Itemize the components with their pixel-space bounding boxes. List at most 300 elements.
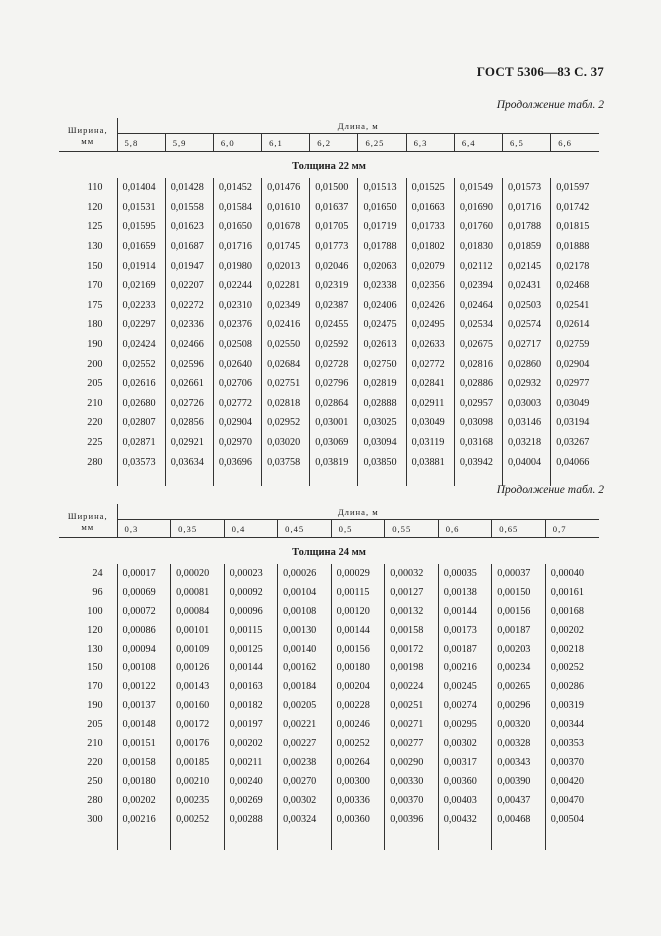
width-cell: 205	[59, 715, 117, 734]
length-value-header: 5,8	[117, 134, 165, 152]
table-row	[59, 178, 599, 198]
value-cell: 0,00158	[385, 621, 439, 640]
value-cell: 0,03098	[454, 413, 502, 433]
value-cell: 0,00172	[385, 640, 439, 659]
width-cell: 170	[59, 276, 117, 296]
page-header: ГОСТ 5306—83 С. 37	[476, 64, 604, 79]
value-cell: 0,01760	[454, 217, 502, 237]
value-cell: 0,00187	[492, 621, 546, 640]
table2	[59, 504, 599, 850]
width-cell: 120	[59, 621, 117, 640]
value-cell: 0,02297	[117, 315, 165, 335]
value-cell: 0,00023	[224, 564, 278, 583]
value-cell: 0,01719	[358, 217, 406, 237]
value-cell: 0,00344	[550, 719, 584, 731]
value-cell: 0,02616	[117, 374, 165, 394]
length-value-header: 6,25	[358, 134, 406, 152]
value-cell: 0,00319	[550, 700, 584, 712]
value-cell: 0,00151	[117, 734, 171, 753]
spacer-cell	[331, 828, 385, 850]
value-cell: 0,00138	[438, 583, 492, 602]
table2-continuation-label: Продолжение табл. 2	[496, 484, 604, 496]
value-cell: 0,02904	[213, 413, 261, 433]
width-cell: 220	[59, 413, 117, 433]
length-value-header: 0,5	[331, 520, 385, 538]
width-cell: 100	[59, 602, 117, 621]
value-cell: 0,00140	[278, 640, 332, 659]
value-cell: 0,01705	[310, 217, 358, 237]
spacer-cell	[59, 828, 117, 850]
value-cell: 0,02455	[310, 315, 358, 335]
table-row	[59, 791, 599, 810]
value-cell: 0,00198	[385, 658, 439, 677]
table-row	[59, 753, 599, 772]
value-cell: 0,02356	[406, 276, 454, 296]
spacer-cell	[492, 828, 546, 850]
value-cell: 0,00330	[385, 772, 439, 791]
value-cell: 0,00084	[171, 602, 225, 621]
length-value-header: 0,65	[492, 520, 546, 538]
length-value-header: 0,4	[224, 520, 278, 538]
width-header-line2: мм	[81, 521, 95, 532]
value-cell: 0,02112	[454, 256, 502, 276]
thickness-row	[59, 152, 599, 179]
length-header: Длина, м	[117, 118, 599, 134]
value-cell: 0,01452	[213, 178, 261, 198]
value-cell: 0,01815	[556, 221, 590, 233]
value-cell: 0,00180	[331, 658, 385, 677]
value-cell: 0,00296	[492, 696, 546, 715]
spacer-cell	[59, 472, 117, 486]
value-cell: 0,02819	[358, 374, 406, 394]
value-cell: 0,00396	[385, 810, 439, 829]
value-cell: 0,00328	[492, 734, 546, 753]
value-cell: 0,03194	[556, 417, 590, 429]
value-cell: 0,03881	[406, 452, 454, 472]
value-cell: 0,01830	[454, 237, 502, 257]
value-cell: 0,00132	[385, 602, 439, 621]
value-cell: 0,01716	[503, 198, 551, 218]
table-row	[59, 256, 599, 276]
value-cell: 0,02904	[556, 358, 590, 370]
value-cell: 0,01687	[165, 237, 213, 257]
width-cell: 24	[59, 564, 117, 583]
value-cell: 0,00168	[550, 605, 584, 617]
value-cell: 0,02816	[454, 354, 502, 374]
value-cell: 0,00144	[224, 658, 278, 677]
value-cell: 0,01773	[310, 237, 358, 257]
table-row	[59, 374, 599, 394]
value-cell: 0,00403	[438, 791, 492, 810]
spacer-cell	[385, 828, 439, 850]
table-bottom-spacer	[59, 828, 599, 850]
value-cell: 0,00216	[438, 658, 492, 677]
value-cell: 0,00218	[550, 643, 584, 655]
value-cell: 0,02424	[117, 335, 165, 355]
value-cell: 0,00150	[492, 583, 546, 602]
value-cell: 0,02464	[454, 296, 502, 316]
value-cell: 0,02841	[406, 374, 454, 394]
width-cell: 125	[59, 217, 117, 237]
spacer-cell	[358, 472, 406, 486]
value-cell: 0,02796	[310, 374, 358, 394]
value-cell: 0,00437	[492, 791, 546, 810]
length-value-header: 0,55	[385, 520, 439, 538]
value-cell: 0,00420	[550, 775, 584, 787]
value-cell: 0,00176	[171, 734, 225, 753]
table-row	[59, 354, 599, 374]
value-cell: 0,03850	[358, 452, 406, 472]
value-cell: 0,00360	[438, 772, 492, 791]
value-cell: 0,00108	[117, 658, 171, 677]
spacer-cell	[545, 828, 599, 850]
length-value-header: 6,4	[454, 134, 502, 152]
table-row	[59, 696, 599, 715]
width-header-line2: мм	[81, 135, 95, 146]
value-cell: 0,00245	[438, 677, 492, 696]
width-cell: 280	[59, 791, 117, 810]
table1-continuation-label: Продолжение табл. 2	[496, 99, 604, 111]
value-cell: 0,03819	[310, 452, 358, 472]
width-cell: 150	[59, 658, 117, 677]
value-cell: 0,00032	[385, 564, 439, 583]
value-cell: 0,02970	[213, 433, 261, 453]
value-cell: 0,01788	[503, 217, 551, 237]
value-cell: 0,02233	[117, 296, 165, 316]
value-cell: 0,02886	[454, 374, 502, 394]
width-cell: 280	[59, 452, 117, 472]
table1	[59, 118, 599, 486]
value-cell: 0,02534	[454, 315, 502, 335]
width-cell: 210	[59, 394, 117, 414]
value-cell: 0,00035	[438, 564, 492, 583]
spacer-cell	[454, 472, 502, 486]
value-cell: 0,00320	[492, 715, 546, 734]
value-cell: 0,00185	[171, 753, 225, 772]
value-cell: 0,00115	[331, 583, 385, 602]
value-cell: 0,03758	[262, 452, 310, 472]
length-value-header: 6,0	[213, 134, 261, 152]
value-cell: 0,00360	[331, 810, 385, 829]
value-cell: 0,02911	[406, 394, 454, 414]
value-cell: 0,03020	[262, 433, 310, 453]
value-cell: 0,03049	[406, 413, 454, 433]
value-cell: 0,00156	[492, 602, 546, 621]
value-cell: 0,00127	[385, 583, 439, 602]
value-cell: 0,00144	[331, 621, 385, 640]
table-row	[59, 583, 599, 602]
value-cell: 0,02503	[503, 296, 551, 316]
value-cell: 0,01549	[454, 178, 502, 198]
value-cell: 0,00271	[385, 715, 439, 734]
value-cell: 0,00336	[331, 791, 385, 810]
width-cell: 130	[59, 237, 117, 257]
spacer-cell	[310, 472, 358, 486]
table-row	[59, 335, 599, 355]
value-cell: 0,01637	[310, 198, 358, 218]
value-cell: 0,00324	[278, 810, 332, 829]
spacer-cell	[438, 828, 492, 850]
value-cell: 0,00228	[331, 696, 385, 715]
value-cell: 0,01650	[213, 217, 261, 237]
value-cell: 0,02807	[117, 413, 165, 433]
value-cell: 0,00202	[550, 624, 584, 636]
value-cell: 0,02541	[556, 299, 590, 311]
value-cell: 0,04004	[503, 452, 551, 472]
value-cell: 0,01947	[165, 256, 213, 276]
value-cell: 0,00203	[492, 640, 546, 659]
value-cell: 0,02416	[262, 315, 310, 335]
table-row	[59, 433, 599, 453]
value-cell: 0,00300	[331, 772, 385, 791]
value-cell: 0,02728	[310, 354, 358, 374]
value-cell: 0,02613	[358, 335, 406, 355]
width-cell: 205	[59, 374, 117, 394]
value-cell: 0,02856	[165, 413, 213, 433]
value-cell: 0,04066	[556, 456, 590, 468]
value-cell: 0,00210	[171, 772, 225, 791]
value-cell: 0,00343	[492, 753, 546, 772]
value-cell: 0,00202	[224, 734, 278, 753]
value-cell: 0,00020	[171, 564, 225, 583]
value-cell: 0,00204	[331, 677, 385, 696]
value-cell: 0,00317	[438, 753, 492, 772]
value-cell: 0,02574	[503, 315, 551, 335]
length-value-header: 5,9	[165, 134, 213, 152]
width-cell: 225	[59, 433, 117, 453]
value-cell: 0,01610	[262, 198, 310, 218]
value-cell: 0,01745	[262, 237, 310, 257]
width-cell: 120	[59, 198, 117, 218]
value-cell: 0,02431	[503, 276, 551, 296]
value-cell: 0,00302	[438, 734, 492, 753]
value-cell: 0,02310	[213, 296, 261, 316]
value-cell: 0,02013	[262, 256, 310, 276]
value-cell: 0,03218	[503, 433, 551, 453]
value-cell: 0,00182	[224, 696, 278, 715]
value-cell: 0,01716	[213, 237, 261, 257]
width-cell: 130	[59, 640, 117, 659]
value-cell: 0,02772	[406, 354, 454, 374]
value-cell: 0,02169	[117, 276, 165, 296]
value-cell: 0,02063	[358, 256, 406, 276]
value-cell: 0,02281	[262, 276, 310, 296]
value-cell: 0,02952	[262, 413, 310, 433]
width-cell: 250	[59, 772, 117, 791]
width-cell: 190	[59, 696, 117, 715]
value-cell: 0,02466	[165, 335, 213, 355]
table-row	[59, 413, 599, 433]
length-value-header: 6,2	[310, 134, 358, 152]
value-cell: 0,02614	[556, 319, 590, 331]
value-cell: 0,02387	[310, 296, 358, 316]
value-cell: 0,02319	[310, 276, 358, 296]
table-row	[59, 276, 599, 296]
value-cell: 0,00202	[117, 791, 171, 810]
value-cell: 0,03942	[454, 452, 502, 472]
value-cell: 0,02145	[503, 256, 551, 276]
value-cell: 0,00109	[171, 640, 225, 659]
value-cell: 0,02633	[406, 335, 454, 355]
value-cell: 0,01659	[117, 237, 165, 257]
value-cell: 0,00235	[171, 791, 225, 810]
value-cell: 0,00122	[117, 677, 171, 696]
value-cell: 0,02921	[165, 433, 213, 453]
value-cell: 0,02552	[117, 354, 165, 374]
value-cell: 0,00252	[171, 810, 225, 829]
value-cell: 0,01476	[262, 178, 310, 198]
width-column-header	[59, 118, 117, 152]
value-cell: 0,02772	[213, 394, 261, 414]
value-cell: 0,03696	[213, 452, 261, 472]
value-cell: 0,02680	[117, 394, 165, 414]
length-values-row	[59, 520, 599, 538]
length-value-header: 0,45	[278, 520, 332, 538]
value-cell: 0,02079	[406, 256, 454, 276]
table-row	[59, 640, 599, 659]
value-cell: 0,02406	[358, 296, 406, 316]
value-cell: 0,03267	[556, 437, 590, 449]
value-cell: 0,00037	[492, 564, 546, 583]
value-cell: 0,03069	[310, 433, 358, 453]
value-cell: 0,03025	[358, 413, 406, 433]
width-cell: 175	[59, 296, 117, 316]
table-row	[59, 217, 599, 237]
length-value-header: 6,3	[406, 134, 454, 152]
value-cell: 0,01802	[406, 237, 454, 257]
spacer-cell	[165, 472, 213, 486]
value-cell: 0,01404	[117, 178, 165, 198]
table-row	[59, 237, 599, 257]
table-row	[59, 296, 599, 316]
value-cell: 0,02207	[165, 276, 213, 296]
value-cell: 0,00264	[331, 753, 385, 772]
value-cell: 0,02376	[213, 315, 261, 335]
table-row	[59, 715, 599, 734]
value-cell: 0,02860	[503, 354, 551, 374]
table-row	[59, 198, 599, 218]
table-row	[59, 394, 599, 414]
value-cell: 0,00069	[117, 583, 171, 602]
value-cell: 0,03573	[117, 452, 165, 472]
value-cell: 0,00252	[331, 734, 385, 753]
value-cell: 0,01558	[165, 198, 213, 218]
value-cell: 0,02684	[262, 354, 310, 374]
value-cell: 0,00216	[117, 810, 171, 829]
value-cell: 0,00227	[278, 734, 332, 753]
length-value-header: 6,6	[551, 134, 599, 152]
value-cell: 0,00180	[117, 772, 171, 791]
value-cell: 0,01888	[556, 241, 590, 253]
value-cell: 0,02495	[406, 315, 454, 335]
spacer-cell	[406, 472, 454, 486]
value-cell: 0,03094	[358, 433, 406, 453]
value-cell: 0,00252	[550, 662, 584, 674]
value-cell: 0,00163	[224, 677, 278, 696]
value-cell: 0,01531	[117, 198, 165, 218]
value-cell: 0,00205	[278, 696, 332, 715]
value-cell: 0,02717	[503, 335, 551, 355]
table-row	[59, 602, 599, 621]
width-cell: 150	[59, 256, 117, 276]
value-cell: 0,00148	[117, 715, 171, 734]
value-cell: 0,00432	[438, 810, 492, 829]
value-cell: 0,01584	[213, 198, 261, 218]
table-row	[59, 452, 599, 472]
value-cell: 0,00277	[385, 734, 439, 753]
value-cell: 0,00072	[117, 602, 171, 621]
value-cell: 0,00246	[331, 715, 385, 734]
width-cell: 170	[59, 677, 117, 696]
value-cell: 0,01678	[262, 217, 310, 237]
table1-body	[59, 178, 599, 486]
value-cell: 0,02178	[556, 260, 590, 272]
thickness-row	[59, 538, 599, 565]
table-row	[59, 772, 599, 791]
value-cell: 0,02349	[262, 296, 310, 316]
table-row	[59, 734, 599, 753]
value-cell: 0,02550	[262, 335, 310, 355]
value-cell: 0,01859	[503, 237, 551, 257]
value-cell: 0,02957	[454, 394, 502, 414]
value-cell: 0,00288	[224, 810, 278, 829]
spacer-cell	[171, 828, 225, 850]
value-cell: 0,01525	[406, 178, 454, 198]
length-value-header: 0,7	[545, 520, 599, 538]
value-cell: 0,00162	[278, 658, 332, 677]
value-cell: 0,01733	[406, 217, 454, 237]
value-cell: 0,02272	[165, 296, 213, 316]
value-cell: 0,00040	[550, 567, 584, 579]
value-cell: 0,00144	[438, 602, 492, 621]
value-cell: 0,00353	[550, 737, 584, 749]
width-header-line1: Ширина,	[67, 124, 108, 135]
table-row	[59, 621, 599, 640]
value-cell: 0,00302	[278, 791, 332, 810]
value-cell: 0,01690	[454, 198, 502, 218]
value-cell: 0,00238	[278, 753, 332, 772]
value-cell: 0,00211	[224, 753, 278, 772]
value-cell: 0,01742	[556, 201, 590, 213]
value-cell: 0,01428	[165, 178, 213, 198]
spacer-cell	[117, 472, 165, 486]
length-header: Длина, м	[117, 504, 599, 520]
value-cell: 0,01788	[358, 237, 406, 257]
value-cell: 0,00295	[438, 715, 492, 734]
spacer-cell	[278, 828, 332, 850]
value-cell: 0,02871	[117, 433, 165, 453]
value-cell: 0,02706	[213, 374, 261, 394]
value-cell: 0,00286	[550, 681, 584, 693]
value-cell: 0,01663	[406, 198, 454, 218]
value-cell: 0,02661	[165, 374, 213, 394]
length-value-header: 0,35	[171, 520, 225, 538]
value-cell: 0,00120	[331, 602, 385, 621]
value-cell: 0,02596	[165, 354, 213, 374]
value-cell: 0,00017	[117, 564, 171, 583]
value-cell: 0,00221	[278, 715, 332, 734]
width-cell: 300	[59, 810, 117, 829]
value-cell: 0,00224	[385, 677, 439, 696]
value-cell: 0,01623	[165, 217, 213, 237]
value-cell: 0,02864	[310, 394, 358, 414]
value-cell: 0,00094	[117, 640, 171, 659]
value-cell: 0,00104	[278, 583, 332, 602]
value-cell: 0,00274	[438, 696, 492, 715]
thickness-label: Толщина 24 мм	[292, 546, 366, 558]
value-cell: 0,00160	[171, 696, 225, 715]
value-cell: 0,00370	[385, 791, 439, 810]
